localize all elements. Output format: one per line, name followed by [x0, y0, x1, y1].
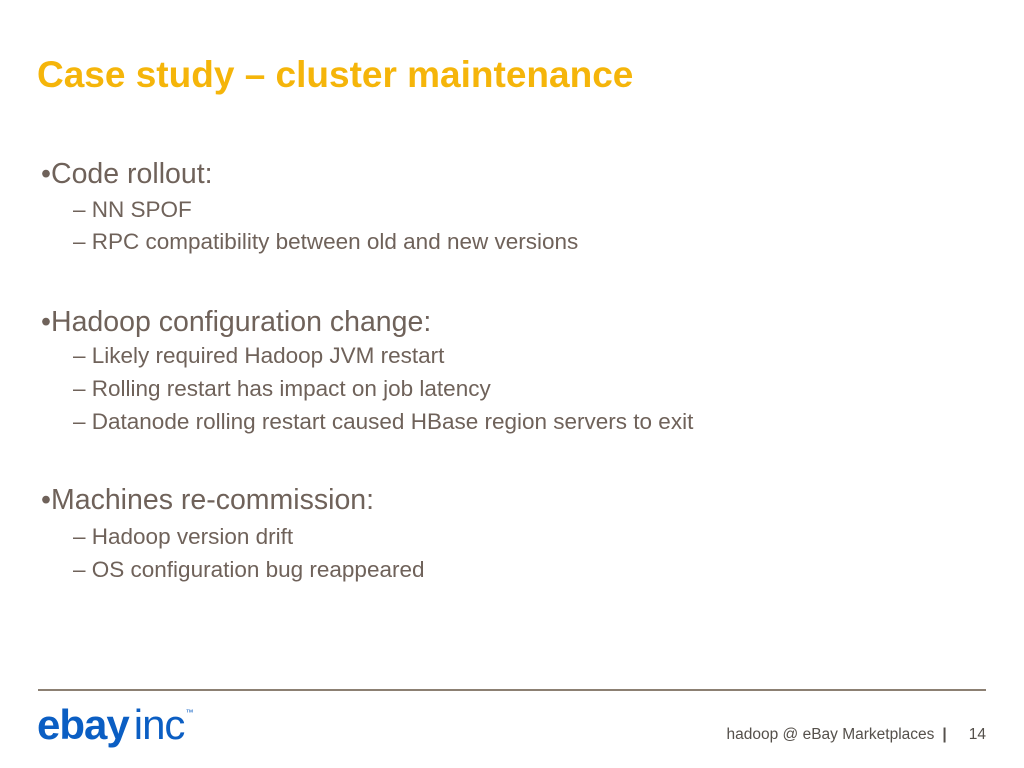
logo-suffix: inc: [133, 701, 185, 748]
section-heading-code-rollout: [41, 160, 213, 189]
section-heading-machines-re-commission: [41, 486, 374, 515]
list-item: – Rolling restart has impact on job latency: [73, 376, 491, 401]
list-item: – Hadoop version drift: [73, 524, 294, 549]
section-heading-label: Machines re-commission:: [50, 484, 375, 516]
footer-caption: hadoop @ eBay Marketplaces: [726, 726, 935, 743]
logo-word: ebay: [37, 701, 129, 748]
list-item: – OS configuration bug reappeared: [73, 557, 425, 582]
bullet-marker: •: [41, 158, 51, 190]
slide-title: Case study – cluster maintenance: [37, 54, 634, 95]
list-item: – Datanode rolling restart caused HBase region servers to exit: [73, 409, 694, 434]
slide-footer: [727, 727, 986, 743]
bullet-marker: •: [41, 484, 51, 516]
section-heading-hadoop-configuration-change: [41, 308, 431, 337]
list-item: – RPC compatibility between old and new versions: [73, 229, 579, 254]
footer-separator: |: [942, 726, 947, 743]
trademark-mark: ™: [185, 708, 194, 717]
list-item: – Likely required Hadoop JVM restart: [73, 343, 445, 368]
footer-divider: [38, 689, 986, 691]
bullet-marker: •: [41, 306, 51, 338]
section-heading-label: Code rollout:: [50, 158, 213, 190]
list-item: – NN SPOF: [73, 197, 192, 222]
section-heading-label: Hadoop configuration change:: [50, 306, 432, 338]
page-number: 14: [968, 726, 986, 743]
ebay-inc-logo: [37, 701, 194, 748]
